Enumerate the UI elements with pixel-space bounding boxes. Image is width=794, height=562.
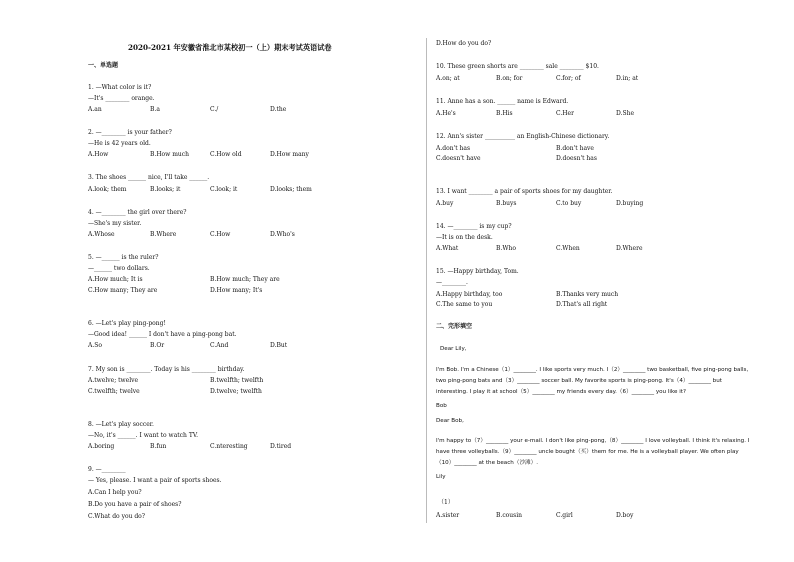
option-b: B.Thanks very much bbox=[556, 291, 619, 298]
option-b: B.Where bbox=[150, 231, 177, 238]
passage-line: I'm happy to（7）________ your e-mail. I don't like ping-pong,（8）________ I love volleyball. I think it's relaxing. I bbox=[436, 438, 750, 444]
option-a: A.So bbox=[88, 342, 102, 349]
letter-greeting: Dear Bob, bbox=[436, 418, 464, 424]
option-b: B.How much bbox=[150, 151, 189, 158]
option-a: A.an bbox=[88, 106, 102, 113]
question-stem: 3. The shoes ______ nice, I'll take ______. bbox=[88, 174, 210, 181]
option-b: B.Do you have a pair of shoes? bbox=[88, 501, 182, 508]
passage-line: two ping-pong bats and（3）________ soccer ball. My favorite sports is ping-pong. It's（4）________ but bbox=[436, 378, 722, 384]
option-c: C.doesn't have bbox=[436, 155, 481, 162]
option-c: C.And bbox=[210, 342, 229, 349]
option-d: D.the bbox=[270, 106, 287, 113]
option-c: C.for; of bbox=[556, 75, 581, 82]
option-d: D.How do you do? bbox=[436, 40, 492, 47]
passage-line: interesting. I play it at school（5）________ my friends every day.（6）________ you like it? bbox=[436, 389, 686, 395]
question-stem: 8. —Let's play soccer. bbox=[88, 421, 154, 428]
option-b: B.Or bbox=[150, 342, 165, 349]
letter-signature: Lily bbox=[436, 474, 446, 480]
option-a: A.How much; It is bbox=[88, 276, 143, 283]
option-c: C.Her bbox=[556, 110, 574, 117]
option-b: B.How much; They are bbox=[210, 276, 280, 283]
option-a: A.What bbox=[436, 245, 459, 252]
question-stem: 12. Ann's sister __________ an English-Chinese dictionary. bbox=[436, 133, 610, 140]
passage-line: （10）________ at the beach（沙滩）. bbox=[436, 460, 539, 466]
question-stem: 10. These green shorts are ________ sale ________ $10. bbox=[436, 63, 599, 70]
option-c: C.The same to you bbox=[436, 301, 493, 308]
option-a: A.Can I help you? bbox=[88, 489, 142, 496]
option-d: D.looks; them bbox=[270, 186, 312, 193]
option-a: A.look; them bbox=[88, 186, 127, 193]
option-d: D.in; at bbox=[616, 75, 639, 82]
option-d: D.Who's bbox=[270, 231, 295, 238]
page-title: 2020-2021 年安徽省淮北市某校初一（上）期末考试英语试卷 bbox=[128, 43, 332, 52]
option-a: A.don't has bbox=[436, 145, 471, 152]
option-d: D.That's all right bbox=[556, 301, 608, 308]
option-c: C.twelfth; twelve bbox=[88, 388, 140, 395]
question-stem: 5. —______ is the ruler? bbox=[88, 254, 159, 261]
option-b: B.buys bbox=[496, 200, 517, 207]
letter-signature: Bob bbox=[436, 403, 447, 409]
option-c: C.What do you do? bbox=[88, 513, 146, 520]
option-c: C.girl bbox=[556, 512, 573, 519]
option-a: A.How bbox=[88, 151, 109, 158]
option-d: D.How many bbox=[270, 151, 309, 158]
option-a: A.twelve; twelve bbox=[88, 377, 139, 384]
column-divider bbox=[426, 38, 427, 523]
option-a: A.sister bbox=[436, 512, 460, 519]
section-heading: 一、单选题 bbox=[88, 62, 119, 69]
question-stem: 14. —________ is my cup? bbox=[436, 223, 512, 230]
question-line: —It's ________ orange. bbox=[88, 95, 155, 102]
question-stem: 11. Anne has a son. ______ name is Edward. bbox=[436, 98, 569, 105]
option-c: C.to buy bbox=[556, 200, 582, 207]
question-stem: 6. —Let's play ping-pong! bbox=[88, 320, 166, 327]
option-c: C.How old bbox=[210, 151, 242, 158]
option-a: A.on; at bbox=[436, 75, 460, 82]
option-b: B.cousin bbox=[496, 512, 523, 519]
option-d: D.Where bbox=[616, 245, 643, 252]
question-stem: 2. —________ is your father? bbox=[88, 129, 172, 136]
option-b: B.a bbox=[150, 106, 160, 113]
question-line: —He is 42 years old. bbox=[88, 140, 151, 147]
option-b: B.His bbox=[496, 110, 513, 117]
question-stem: 1. —What color is it? bbox=[88, 84, 152, 91]
option-b: B.don't have bbox=[556, 145, 594, 152]
question-line: — Yes, please. I want a pair of sports shoes. bbox=[88, 477, 222, 484]
question-stem: 4. —________ the girl over there? bbox=[88, 209, 187, 216]
option-a: A.buy bbox=[436, 200, 454, 207]
option-b: B.Who bbox=[496, 245, 516, 252]
question-line: —No, it's ______. I want to watch TV. bbox=[88, 432, 199, 439]
option-c: C.look; it bbox=[210, 186, 238, 193]
question-line: —She's my sister. bbox=[88, 220, 142, 227]
option-d: D.buying bbox=[616, 200, 644, 207]
passage-line: I'm Bob. I'm a Chinese（1）________. I like sports very much. I（2）________ two basketball, five ping-pong balls, bbox=[436, 367, 749, 373]
option-d: D.doesn't has bbox=[556, 155, 597, 162]
option-a: A.boring bbox=[88, 443, 115, 450]
letter-greeting: Dear Lily, bbox=[440, 346, 467, 352]
question-stem: 7. My son is ________. Today is his ________ birthday. bbox=[88, 366, 245, 373]
option-b: B.on; for bbox=[496, 75, 523, 82]
option-c: C.How bbox=[210, 231, 231, 238]
option-c: C.nteresting bbox=[210, 443, 248, 450]
option-d: D.twelve; twelfth bbox=[210, 388, 262, 395]
question-stem: 9. —________ bbox=[88, 466, 126, 473]
question-line: —________. bbox=[436, 279, 468, 286]
passage-line: have three volleyballs.（9）________ uncle bought（买）them for me. He is a volleyball player. We often play bbox=[436, 449, 739, 455]
option-d: D.She bbox=[616, 110, 635, 117]
question-line: —It is on the desk. bbox=[436, 234, 493, 241]
question-line: —Good idea! ______ I don't have a ping-pong bat. bbox=[88, 331, 237, 338]
question-stem: （1） bbox=[438, 499, 454, 506]
question-stem: 13. I want ________ a pair of sports shoes for my daughter. bbox=[436, 188, 613, 195]
option-a: A.He's bbox=[436, 110, 456, 117]
question-line: —______ two dollars. bbox=[88, 265, 150, 272]
option-d: D.But bbox=[270, 342, 288, 349]
question-stem: 15. —Happy birthday, Tom. bbox=[436, 268, 519, 275]
option-a: A.Whose bbox=[88, 231, 115, 238]
section-heading: 二、完形填空 bbox=[436, 323, 473, 330]
option-c: C./ bbox=[210, 106, 219, 113]
option-c: C.How many; They are bbox=[88, 287, 158, 294]
option-a: A.Happy birthday, too bbox=[436, 291, 503, 298]
option-d: D.How many; It's bbox=[210, 287, 263, 294]
option-d: D.boy bbox=[616, 512, 634, 519]
option-d: D.tired bbox=[270, 443, 292, 450]
option-b: B.looks; it bbox=[150, 186, 181, 193]
option-b: B.twelfth; twelfth bbox=[210, 377, 264, 384]
option-b: B.fun bbox=[150, 443, 167, 450]
option-c: C.When bbox=[556, 245, 580, 252]
